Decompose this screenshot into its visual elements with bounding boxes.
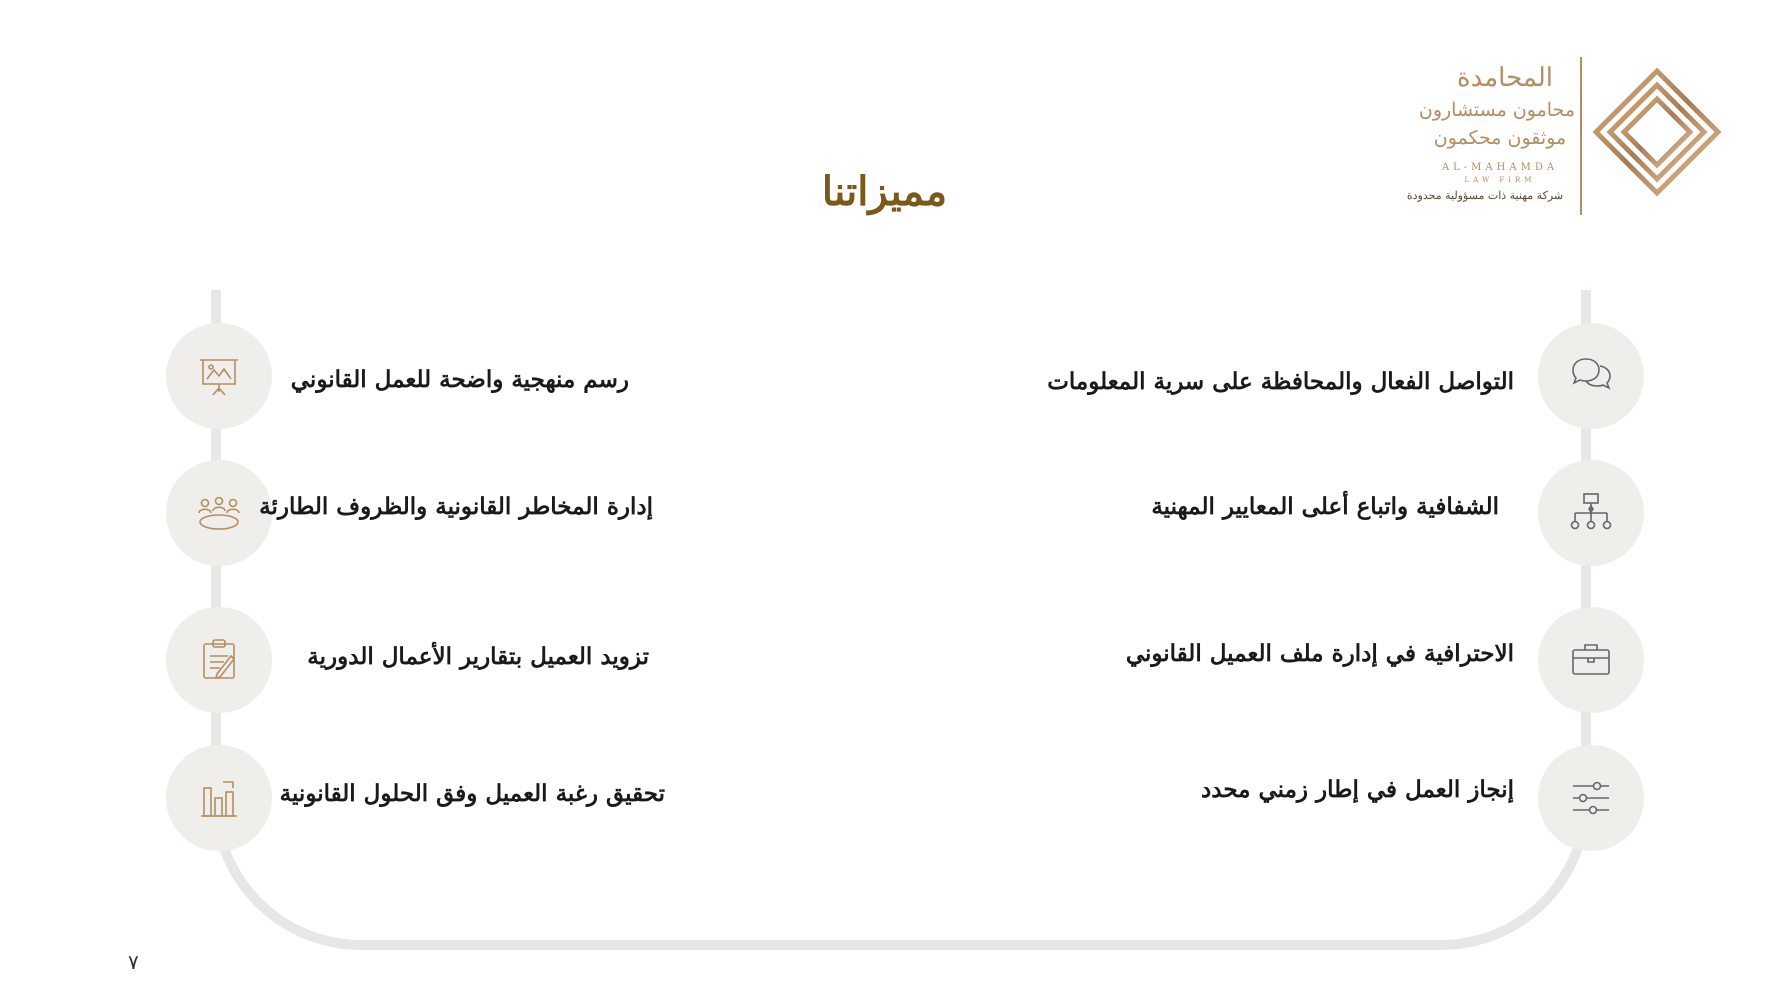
slide-title: مميزاتنا: [821, 168, 948, 215]
presentation-board-icon: [195, 352, 243, 400]
org-chart-icon: [1567, 489, 1615, 537]
feature-circle-right-1: [1538, 323, 1644, 429]
logo-name-ar: المحامدة: [1456, 63, 1554, 93]
clipboard-report-icon: [195, 636, 243, 684]
logo-line-2: موثقون محكمون: [1433, 127, 1567, 149]
briefcase-icon: [1567, 636, 1615, 684]
logo-sub-en: LAW FIRM: [1464, 176, 1536, 184]
feature-circle-right-2: [1538, 460, 1644, 566]
feature-circle-right-4: [1538, 745, 1644, 851]
sliders-icon: [1567, 774, 1615, 822]
meeting-table-icon: [195, 489, 243, 537]
feature-circle-left-1: [166, 323, 272, 429]
feature-right-3: الاحترافية في إدارة ملف العميل القانوني: [1125, 640, 1514, 667]
chat-bubbles-icon: [1567, 352, 1615, 400]
feature-circle-left-3: [166, 607, 272, 713]
page-number: ٧: [128, 950, 139, 974]
feature-circle-left-2: [166, 460, 272, 566]
feature-left-1: رسم منهجية واضحة للعمل القانوني: [290, 366, 629, 393]
logo-line-1: محامون مستشارون: [1418, 99, 1575, 121]
feature-right-4: إنجاز العمل في إطار زمني محدد: [1201, 776, 1514, 803]
feature-circle-right-3: [1538, 607, 1644, 713]
feature-circle-left-4: [166, 745, 272, 851]
feature-right-2: الشفافية واتباع أعلى المعايير المهنية: [1151, 493, 1499, 520]
logo-company-type: شركة مهنية ذات مسؤولية محدودة: [1406, 189, 1564, 202]
feature-left-3: تزويد العميل بتقارير الأعمال الدورية: [307, 643, 649, 670]
logo-name-en: AL-MAHAMDA: [1441, 162, 1559, 173]
bar-chart-icon: [195, 774, 243, 822]
feature-right-1: التواصل الفعال والمحافظة على سرية المعلومات: [1047, 368, 1514, 395]
feature-left-2: إدارة المخاطر القانونية والظروف الطارئة: [259, 493, 653, 520]
feature-left-4: تحقيق رغبة العميل وفق الحلول القانونية: [279, 780, 665, 807]
